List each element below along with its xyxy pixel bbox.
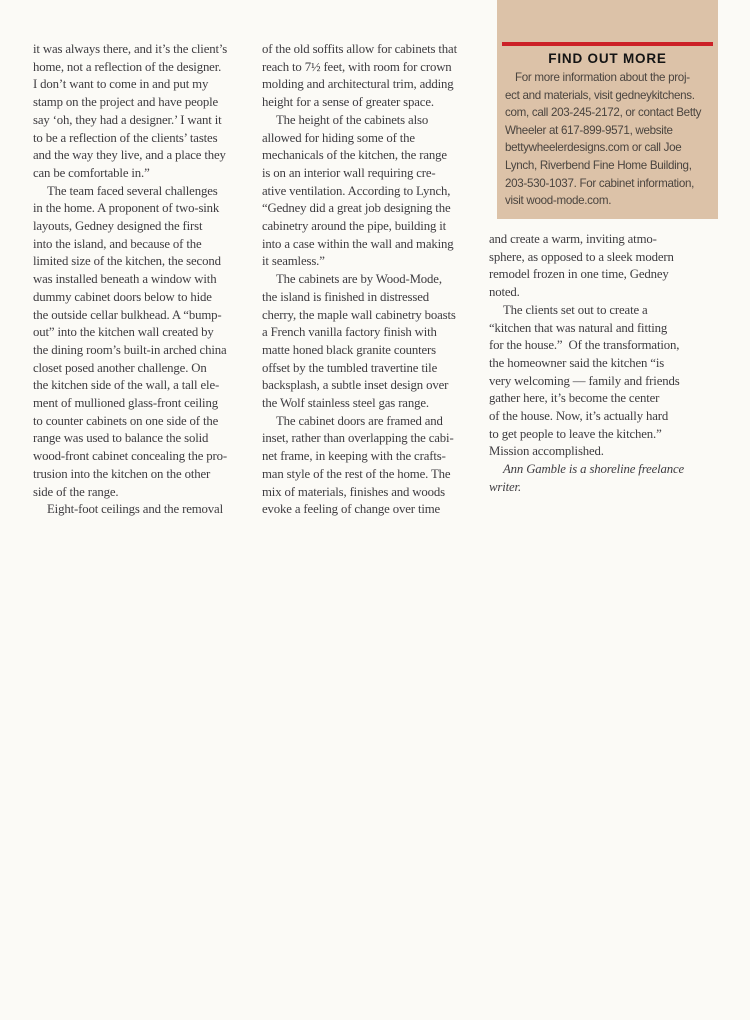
text-line: “kitchen that was natural and fitting (489, 320, 668, 335)
text-line: to get people to leave the kitchen.” (489, 426, 662, 441)
red-rule-divider (502, 42, 713, 46)
text-line: The clients set out to create a (503, 302, 648, 317)
text-line: sphere, as opposed to a sleek modern (489, 249, 674, 264)
text-line: and the way they live, and a place they (33, 148, 226, 163)
text-line: it was always there, and it’s the client’s (33, 42, 228, 56)
paragraph (262, 413, 484, 519)
text-line: ative ventilation. According to Lynch, (262, 183, 451, 198)
text-line: net frame, in keeping with the crafts- (262, 449, 446, 464)
text-line: ment of mullioned glass-front ceiling (33, 396, 218, 411)
paragraph (489, 461, 721, 496)
text-line: home, not a reflection of the designer. (33, 59, 222, 74)
text-line: the kitchen side of the wall, a tall ele- (33, 378, 220, 393)
paragraph (33, 183, 255, 502)
text-line: the island is finished in distressed (262, 289, 429, 304)
text-line: man style of the rest of the home. The (262, 466, 451, 481)
paragraph (489, 231, 721, 302)
text-line: bettywheelerdesigns.com or call Joe (505, 141, 682, 155)
text-line: say ‘oh, they had a designer.’ I want it (33, 112, 222, 127)
text-line: and create a warm, inviting atmo- (489, 232, 657, 246)
paragraph (262, 112, 484, 271)
paragraph (262, 41, 484, 112)
text-line: The height of the cabinets also (276, 112, 429, 127)
text-line: trusion into the kitchen on the other (33, 466, 211, 481)
text-line: of the old soffits allow for cabinets that (262, 42, 457, 56)
text-line: molding and architectural trim, adding (262, 77, 454, 92)
text-line: to be a reflection of the clients’ tastes (33, 130, 218, 145)
text-line: the homeowner said the kitchen “is (489, 355, 665, 370)
text-line: dummy cabinet doors below to hide (33, 289, 212, 304)
text-line: range was used to balance the solid (33, 431, 209, 446)
text-line: backsplash, a subtle inset design over (262, 378, 449, 393)
text-line: was installed beneath a window with (33, 272, 217, 287)
text-line: very welcoming — family and friends (489, 373, 680, 388)
text-line: the dining room’s built-in arched china (33, 342, 227, 357)
text-line: matte honed black granite counters (262, 342, 436, 357)
text-line: inset, rather than overlapping the cabi- (262, 431, 454, 446)
text-line: For more information about the proj- (515, 71, 690, 84)
paragraph (489, 302, 721, 461)
text-line: into the island, and because of the (33, 236, 202, 251)
paragraph (262, 271, 484, 413)
text-line: gather here, it’s become the center (489, 391, 660, 406)
text-line: into a case within the wall and making (262, 236, 454, 251)
text-line: height for a sense of greater space. (262, 95, 434, 110)
text-line: mechanicals of the kitchen, the range (262, 148, 447, 163)
text-line: The cabinets are by Wood-Mode, (276, 272, 442, 287)
text-line: out” into the kitchen wall created by (33, 325, 214, 340)
text-line: layouts, Gedney designed the first (33, 219, 203, 234)
article-column-2 (262, 41, 484, 519)
text-line: The cabinet doors are framed and (276, 413, 443, 428)
text-line: Mission accomplished. (489, 444, 604, 459)
text-line: the outside cellar bulkhead. A “bump- (33, 307, 222, 322)
text-line: evoke a feeling of change over time (262, 502, 441, 517)
text-line: Eight-foot ceilings and the removal (47, 502, 223, 517)
text-line: remodel frozen in one time, Gedney (489, 267, 669, 282)
text-line: 203-530-1037. For cabinet information, (505, 176, 695, 190)
text-line: it seamless.” (262, 254, 325, 269)
text-line: of the house. Now, it’s actually hard (489, 409, 669, 424)
text-line: The team faced several challenges (47, 183, 218, 198)
text-line: stamp on the project and have people (33, 95, 219, 110)
text-line: allowed for hiding some of the (262, 130, 415, 145)
text-line: limited size of the kitchen, the second (33, 254, 221, 269)
paragraph (33, 501, 255, 519)
paragraph (505, 69, 713, 210)
text-line: in the home. A proponent of two-sink (33, 201, 220, 216)
text-line: can be comfortable in.” (33, 165, 150, 180)
text-line: the Wolf stainless steel gas range. (262, 396, 429, 411)
article-column-1 (33, 41, 255, 519)
text-line: Ann Gamble is a shoreline freelance (503, 462, 685, 477)
text-line: com, call 203-245-2172, or contact Betty (505, 106, 702, 120)
text-line: Wheeler at 617-899-9571, website (505, 123, 673, 137)
paragraph (33, 41, 255, 183)
text-line: cherry, the maple wall cabinetry boasts (262, 307, 456, 322)
text-line: closet posed another challenge. On (33, 360, 207, 375)
text-line: Lynch, Riverbend Fine Home Building, (505, 158, 692, 172)
text-line: “Gedney did a great job designing the (262, 201, 451, 216)
text-line: visit wood-mode.com. (505, 194, 612, 208)
text-line: for the house.” Of the transformation, (489, 338, 680, 353)
text-line: wood-front cabinet concealing the pro- (33, 449, 227, 464)
text-line: noted. (489, 285, 520, 300)
article-column-3 (489, 231, 721, 497)
text-line: mix of materials, finishes and woods (262, 484, 445, 499)
find-out-more-title: FIND OUT MORE (548, 51, 667, 66)
text-line: writer. (489, 479, 522, 494)
text-line: reach to 7½ feet, with room for crown (262, 59, 452, 74)
text-line: is on an interior wall requiring cre- (262, 165, 436, 180)
text-line: ect and materials, visit gedneykitchens. (505, 88, 695, 102)
text-line: to counter cabinets on one side of the (33, 413, 219, 428)
text-line: offset by the tumbled travertine tile (262, 360, 438, 375)
find-out-more-box (497, 0, 718, 219)
text-line: side of the range. (33, 484, 119, 499)
find-out-more-body (505, 69, 713, 210)
text-line: cabinetry around the pipe, building it (262, 219, 447, 234)
text-line: a French vanilla factory finish with (262, 325, 437, 340)
text-line: I don’t want to come in and put my (33, 77, 209, 92)
